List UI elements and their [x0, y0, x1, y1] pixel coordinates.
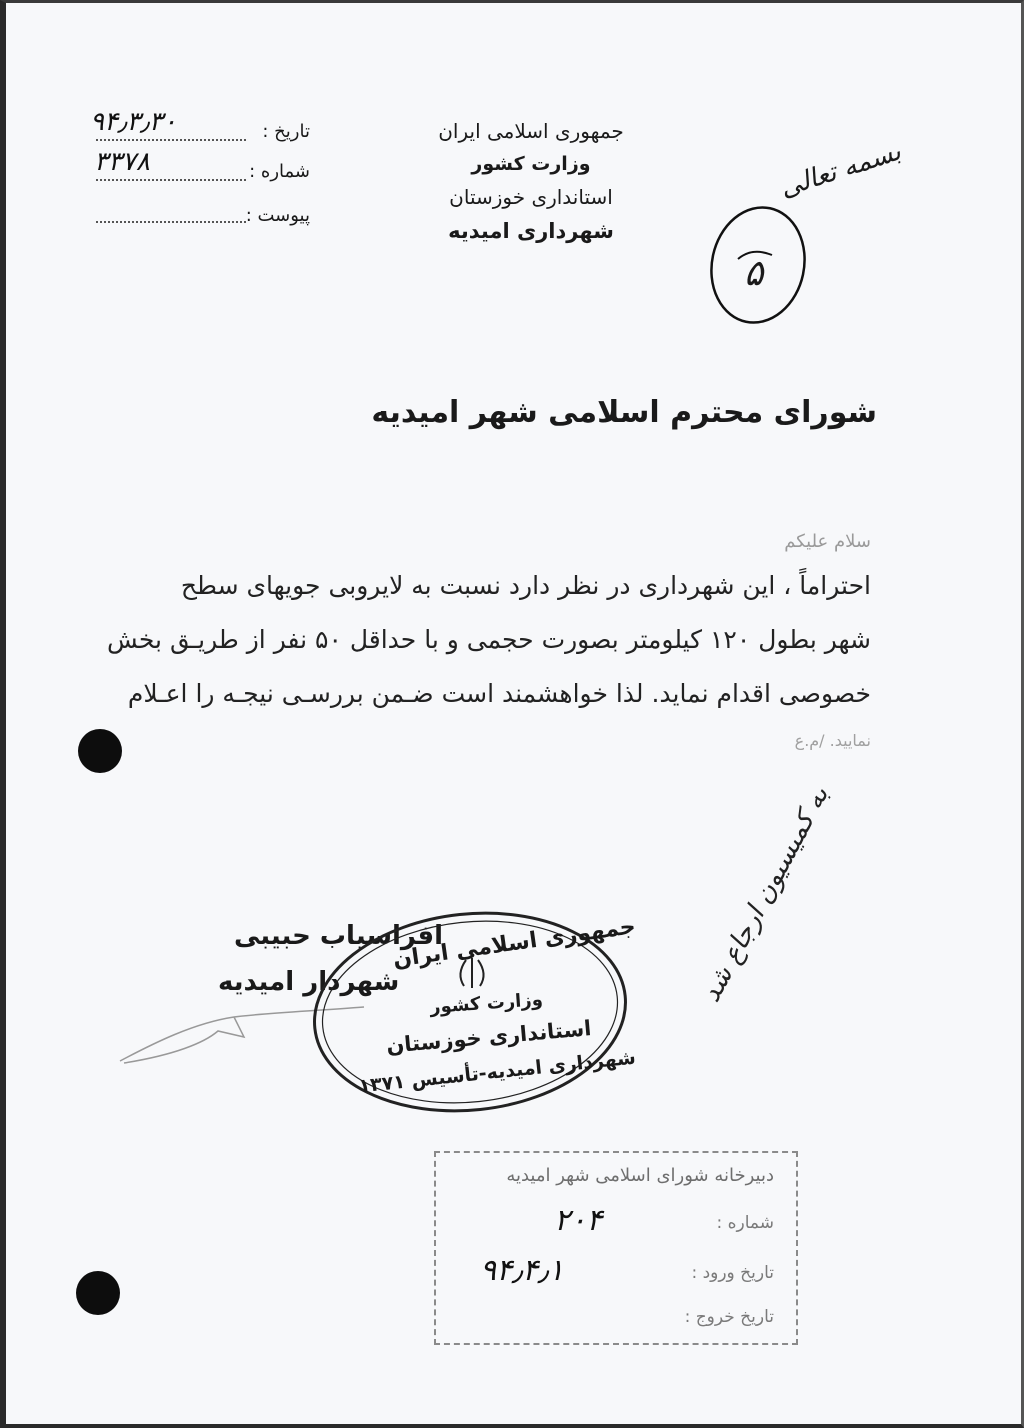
seal-line-2: وزارت کشور — [429, 989, 544, 1018]
header-municipality: شهرداری امیدیه — [448, 219, 614, 243]
receipt-stamp — [434, 1151, 798, 1345]
addressee-heading: شورای محترم اسلامی شهر امیدیه — [371, 395, 877, 430]
circled-number: ۵ — [744, 253, 764, 294]
header-ministry: وزارت کشور — [471, 153, 591, 175]
body-line-3: خصوصی اقدام نماید. لذا خواهشمند است ضـمن بررسـی نیجـه را اعـلام — [127, 679, 871, 708]
bismillah: بسمه تعالی — [776, 136, 905, 204]
handwritten-note: به کمیسیون ارجاع شد — [696, 781, 835, 1008]
signer-name: افراسیاب حبیبی — [234, 921, 444, 951]
seal-line-3: استانداری خوزستان — [385, 1016, 593, 1058]
number-dots — [96, 179, 246, 181]
header-governorate: استانداری خوزستان — [449, 185, 613, 209]
greeting: سلام علیکم — [784, 531, 871, 552]
date-value: ۹۴٫۳٫۳۰ — [90, 107, 177, 137]
number-value: ۳۳۷۸ — [94, 147, 150, 177]
receipt-date-value: ۹۴٫۴٫۱ — [480, 1253, 564, 1288]
header-republic: جمهوری اسلامی ایران — [438, 119, 624, 143]
seal-line-4: شهرداری امیدیه-تأسیس ۱۳۷۱ — [357, 1046, 637, 1098]
receipt-date-label: تاریخ ورود : — [691, 1263, 774, 1283]
seal-line-1: جمهوری اسلامی ایران — [391, 914, 638, 973]
receipt-number-value: ۲۰۴ — [554, 1203, 603, 1238]
punch-hole-top — [78, 729, 122, 773]
closing-line: نمایید. /م.ع — [794, 731, 871, 750]
punch-hole-bottom — [76, 1271, 120, 1315]
date-dots — [96, 139, 246, 141]
signer-title: شهردار امیدیه — [218, 967, 400, 997]
body-line-1: احتراماً ، این شهرداری در نظر دارد نسبت به لایروبی جویهای سطح — [180, 571, 871, 600]
number-label: شماره : — [249, 161, 310, 182]
receipt-number-label: شماره : — [716, 1213, 774, 1233]
date-label: تاریخ : — [262, 121, 310, 142]
receipt-exit-label: تاریخ خروج : — [684, 1307, 774, 1327]
body-line-2: شهر بطول ۱۲۰ کیلومتر بصورت حجمی و با حداقل ۵۰ نفر از طریـق بخش — [107, 625, 871, 654]
attachment-dots — [96, 221, 246, 223]
receipt-title: دبیرخانه شورای اسلامی شهر امیدیه — [506, 1165, 774, 1186]
attachment-label: پیوست : — [245, 205, 310, 226]
